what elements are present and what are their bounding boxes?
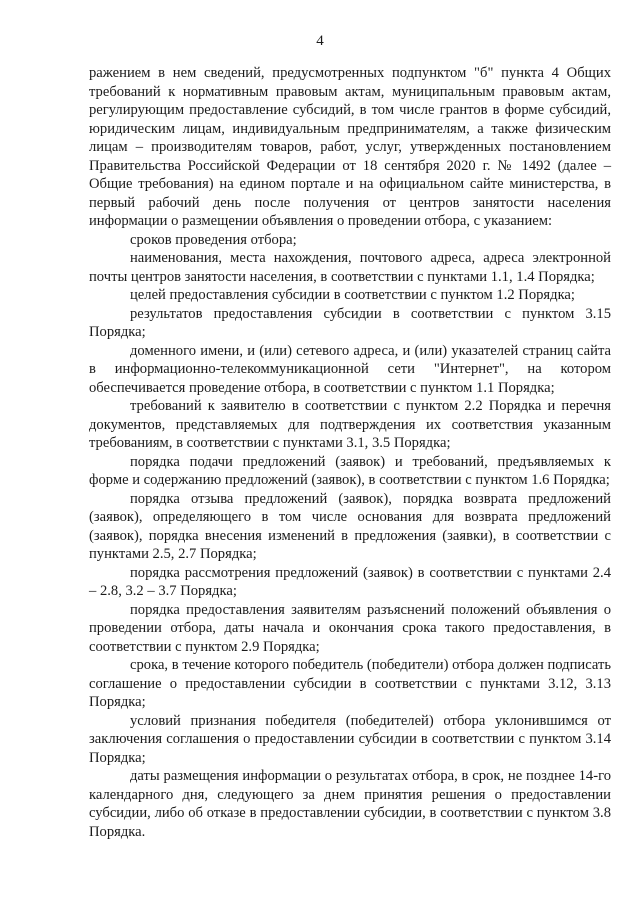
list-item-submission-procedure: порядка подачи предложений (заявок) и требований, предъявляемых к форме и содержанию предложений (заявок), в соответствии с пунктом 1.6 Порядка; <box>89 453 611 488</box>
list-item-domain-name: доменного имени, и (или) сетевого адреса, и (или) указателей страниц сайта в информационно-телекоммуникационной сети "Интернет", на котором обеспечивается проведение отбора, в соответствии с пунктом 1.1 Порядка; <box>89 342 611 396</box>
document-body <box>89 64 611 841</box>
list-item-clarification-procedure: порядка предоставления заявителям разъяснений положений объявления о проведении отбора, даты начала и окончания срока такого предоставления, в соответствии с пунктом 2.9 Порядка; <box>89 601 611 655</box>
list-item-withdrawal-procedure: порядка отзыва предложений (заявок), порядка возврата предложений (заявок), определяющего в том числе основания для возврата предложений (заявок), порядка внесения изменений в предложения (заявки), в соответствии с пунктами 2.5, 2.7 Порядка; <box>89 490 611 562</box>
page-number: 4 <box>316 33 324 49</box>
list-item-subsidy-goals: целей предоставления субсидии в соответствии с пунктом 1.2 Порядка; <box>130 287 575 303</box>
list-item-evasion-conditions: условий признания победителя (победителей) отбора уклонившимся от заключения соглашения о предоставлении субсидии в соответствии с пунктом 3.14 Порядка; <box>89 712 611 766</box>
list-item-applicant-requirements: требований к заявителю в соответствии с пунктом 2.2 Порядка и перечня документов, представляемых для подтверждения их соответствия указанным требованиям, в соответствии с пунктами 3.1, 3.5 Порядка; <box>89 398 611 451</box>
list-item-selection-terms: сроков проведения отбора; <box>130 231 297 248</box>
list-item-review-procedure: порядка рассмотрения предложений (заявок) в соответствии с пунктами 2.4 – 2.8, 3.2 – 3.7 Порядка; <box>89 564 611 599</box>
paragraph-continuation: ражением в нем сведений, предусмотренных подпунктом "б" пункта 4 Общих требований к нормативным правовым актам, муниципальным правовым актам, регулирующим предоставление субсидий, в том числе грантов в форме субсидий, юридическим лицам, индивидуальным предпринимателям, а также физическим лицам – производителям товаров, работ, услуг, утвержденных постановлением Правительства Российской Федерации от 18 сентября 2020 г. № 1492 (далее – Общие требования) на едином портале и на официальном сайте министерства, в первый рабочий день после получения от центров занятости населения информации о размещении объявления о проведении отбора, с указанием: <box>89 65 611 229</box>
list-item-employment-centers: наименования, места нахождения, почтового адреса, адреса электронной почты центров занятости населения, в соответствии с пунктами 1.1, 1.4 Порядка; <box>89 250 611 285</box>
list-item-results-publication: даты размещения информации о результатах отбора, в срок, не позднее 14-го календарного дня, следующего за днем принятия решения о предоставлении субсидии, либо об отказе в предоставлении субсидии, в соответствии с пунктом 3.8 Порядка. <box>89 768 611 840</box>
list-item-signing-deadline: срока, в течение которого победитель (победители) отбора должен подписать соглашение о предоставлении субсидии в соответствии с пунктами 3.12, 3.13 Порядка; <box>89 657 611 710</box>
list-item-subsidy-results: результатов предоставления субсидии в соответствии с пунктом 3.15 Порядка; <box>89 305 611 340</box>
